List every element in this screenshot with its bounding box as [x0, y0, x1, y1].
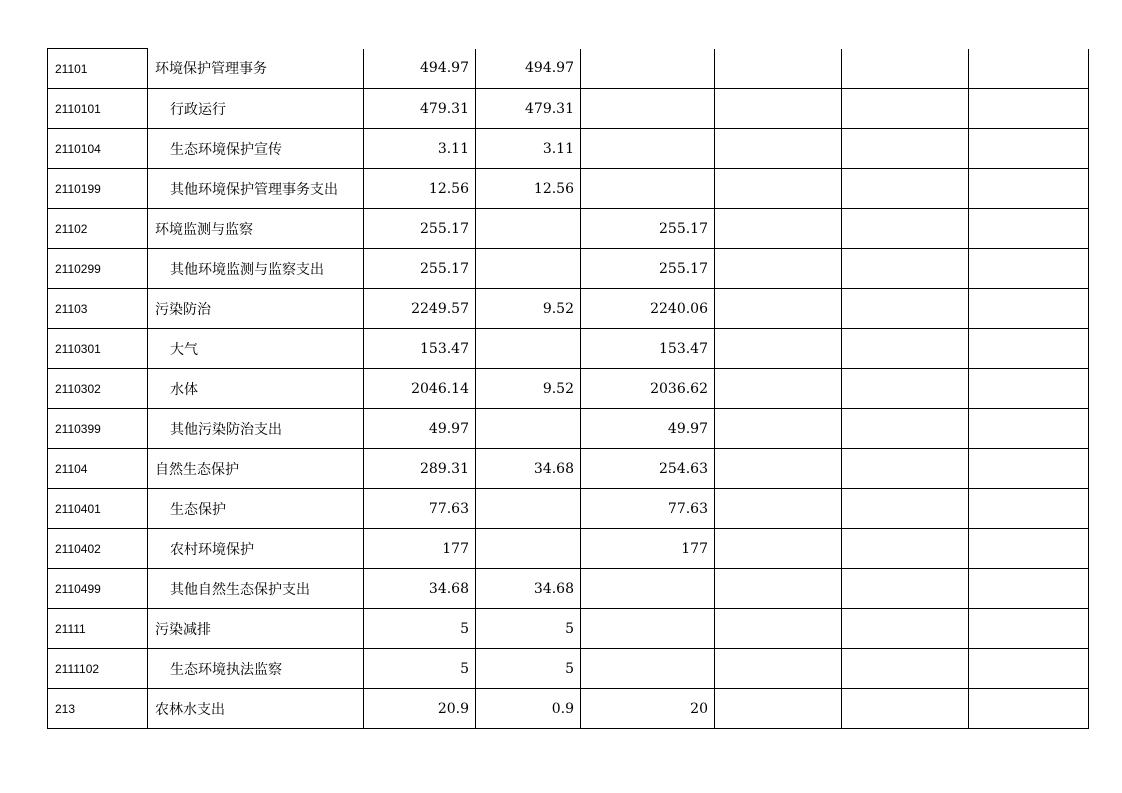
cell-code: 21104 — [48, 449, 148, 489]
cell-total: 77.63 — [364, 489, 476, 529]
cell-code: 2110402 — [48, 529, 148, 569]
cell-basic: 34.68 — [476, 449, 581, 489]
cell-code: 21101 — [48, 49, 148, 89]
cell-empty — [715, 129, 842, 169]
cell-project: 20 — [581, 689, 715, 729]
cell-total: 20.9 — [364, 689, 476, 729]
table-row — [48, 89, 1089, 129]
table-body — [48, 49, 1089, 729]
cell-project — [581, 569, 715, 609]
cell-basic: 0.9 — [476, 689, 581, 729]
cell-empty — [842, 169, 969, 209]
cell-project: 2240.06 — [581, 289, 715, 329]
cell-empty — [969, 689, 1089, 729]
cell-project: 177 — [581, 529, 715, 569]
cell-empty — [969, 409, 1089, 449]
table-row — [48, 289, 1089, 329]
cell-empty — [842, 569, 969, 609]
cell-total: 2249.57 — [364, 289, 476, 329]
cell-total: 2046.14 — [364, 369, 476, 409]
cell-code: 21111 — [48, 609, 148, 649]
cell-empty — [842, 289, 969, 329]
cell-project — [581, 169, 715, 209]
cell-basic — [476, 209, 581, 249]
cell-name: 污染减排 — [148, 609, 364, 649]
cell-empty — [969, 529, 1089, 569]
cell-code: 2110199 — [48, 169, 148, 209]
cell-total: 12.56 — [364, 169, 476, 209]
cell-name: 生态保护 — [148, 489, 364, 529]
cell-code: 2110301 — [48, 329, 148, 369]
cell-name: 其他环境监测与监察支出 — [148, 249, 364, 289]
cell-basic — [476, 529, 581, 569]
cell-name: 其他污染防治支出 — [148, 409, 364, 449]
cell-code: 21102 — [48, 209, 148, 249]
cell-empty — [842, 249, 969, 289]
cell-project — [581, 129, 715, 169]
cell-empty — [969, 249, 1089, 289]
cell-project: 77.63 — [581, 489, 715, 529]
cell-empty — [715, 689, 842, 729]
cell-empty — [969, 609, 1089, 649]
cell-empty — [969, 329, 1089, 369]
cell-total: 153.47 — [364, 329, 476, 369]
table-row — [48, 209, 1089, 249]
cell-basic — [476, 409, 581, 449]
cell-empty — [715, 369, 842, 409]
cell-empty — [715, 449, 842, 489]
table-row — [48, 489, 1089, 529]
cell-project — [581, 89, 715, 129]
cell-project: 2036.62 — [581, 369, 715, 409]
cell-total: 494.97 — [364, 49, 476, 89]
cell-empty — [842, 449, 969, 489]
cell-empty — [969, 89, 1089, 129]
cell-empty — [715, 489, 842, 529]
cell-project — [581, 49, 715, 89]
cell-total: 255.17 — [364, 209, 476, 249]
cell-empty — [715, 569, 842, 609]
cell-basic: 494.97 — [476, 49, 581, 89]
cell-name: 水体 — [148, 369, 364, 409]
cell-code: 2110399 — [48, 409, 148, 449]
cell-basic: 5 — [476, 609, 581, 649]
cell-basic — [476, 489, 581, 529]
cell-empty — [715, 529, 842, 569]
cell-name: 农村环境保护 — [148, 529, 364, 569]
cell-project: 255.17 — [581, 209, 715, 249]
cell-empty — [969, 649, 1089, 689]
table-row — [48, 249, 1089, 289]
cell-name: 行政运行 — [148, 89, 364, 129]
cell-empty — [715, 249, 842, 289]
table-row — [48, 329, 1089, 369]
cell-total: 479.31 — [364, 89, 476, 129]
cell-empty — [715, 609, 842, 649]
budget-table — [47, 48, 1089, 729]
cell-name: 自然生态保护 — [148, 449, 364, 489]
cell-project — [581, 649, 715, 689]
cell-name: 环境保护管理事务 — [148, 49, 364, 89]
cell-empty — [842, 49, 969, 89]
cell-empty — [842, 129, 969, 169]
cell-name: 生态环境保护宣传 — [148, 129, 364, 169]
table-row — [48, 569, 1089, 609]
cell-total: 177 — [364, 529, 476, 569]
cell-empty — [842, 529, 969, 569]
cell-total: 49.97 — [364, 409, 476, 449]
cell-empty — [969, 489, 1089, 529]
cell-code: 21103 — [48, 289, 148, 329]
table-row — [48, 609, 1089, 649]
cell-name: 环境监测与监察 — [148, 209, 364, 249]
table-row — [48, 529, 1089, 569]
cell-basic: 9.52 — [476, 369, 581, 409]
cell-empty — [969, 169, 1089, 209]
cell-name: 其他环境保护管理事务支出 — [148, 169, 364, 209]
cell-empty — [969, 289, 1089, 329]
cell-total: 5 — [364, 609, 476, 649]
cell-total: 3.11 — [364, 129, 476, 169]
cell-code: 2110104 — [48, 129, 148, 169]
cell-empty — [715, 89, 842, 129]
table-row — [48, 169, 1089, 209]
cell-code: 2110299 — [48, 249, 148, 289]
table-row — [48, 449, 1089, 489]
table-row — [48, 49, 1089, 89]
cell-total: 289.31 — [364, 449, 476, 489]
cell-empty — [842, 649, 969, 689]
cell-project — [581, 609, 715, 649]
table-row — [48, 369, 1089, 409]
cell-basic: 5 — [476, 649, 581, 689]
cell-project: 49.97 — [581, 409, 715, 449]
cell-empty — [842, 209, 969, 249]
cell-empty — [715, 209, 842, 249]
cell-empty — [715, 169, 842, 209]
cell-empty — [969, 129, 1089, 169]
cell-name: 污染防治 — [148, 289, 364, 329]
cell-basic: 9.52 — [476, 289, 581, 329]
cell-total: 34.68 — [364, 569, 476, 609]
cell-basic: 12.56 — [476, 169, 581, 209]
cell-empty — [715, 289, 842, 329]
cell-code: 2110302 — [48, 369, 148, 409]
cell-empty — [969, 369, 1089, 409]
cell-project: 255.17 — [581, 249, 715, 289]
table-row — [48, 689, 1089, 729]
cell-empty — [715, 649, 842, 689]
cell-empty — [715, 329, 842, 369]
cell-total: 255.17 — [364, 249, 476, 289]
cell-name: 大气 — [148, 329, 364, 369]
cell-project: 153.47 — [581, 329, 715, 369]
cell-empty — [842, 89, 969, 129]
cell-code: 2111102 — [48, 649, 148, 689]
cell-code: 2110101 — [48, 89, 148, 129]
cell-empty — [715, 409, 842, 449]
cell-empty — [842, 489, 969, 529]
cell-empty — [969, 49, 1089, 89]
cell-code: 2110401 — [48, 489, 148, 529]
cell-code: 213 — [48, 689, 148, 729]
cell-empty — [969, 449, 1089, 489]
cell-empty — [842, 609, 969, 649]
cell-total: 5 — [364, 649, 476, 689]
cell-empty — [715, 49, 842, 89]
cell-basic: 34.68 — [476, 569, 581, 609]
cell-basic: 3.11 — [476, 129, 581, 169]
cell-empty — [842, 369, 969, 409]
cell-code: 2110499 — [48, 569, 148, 609]
cell-empty — [842, 329, 969, 369]
cell-basic: 479.31 — [476, 89, 581, 129]
cell-empty — [842, 689, 969, 729]
table-row — [48, 129, 1089, 169]
cell-name: 农林水支出 — [148, 689, 364, 729]
table-row — [48, 649, 1089, 689]
cell-basic — [476, 329, 581, 369]
cell-name: 其他自然生态保护支出 — [148, 569, 364, 609]
cell-empty — [969, 569, 1089, 609]
cell-empty — [969, 209, 1089, 249]
cell-name: 生态环境执法监察 — [148, 649, 364, 689]
cell-empty — [842, 409, 969, 449]
cell-project: 254.63 — [581, 449, 715, 489]
cell-basic — [476, 249, 581, 289]
table-row — [48, 409, 1089, 449]
